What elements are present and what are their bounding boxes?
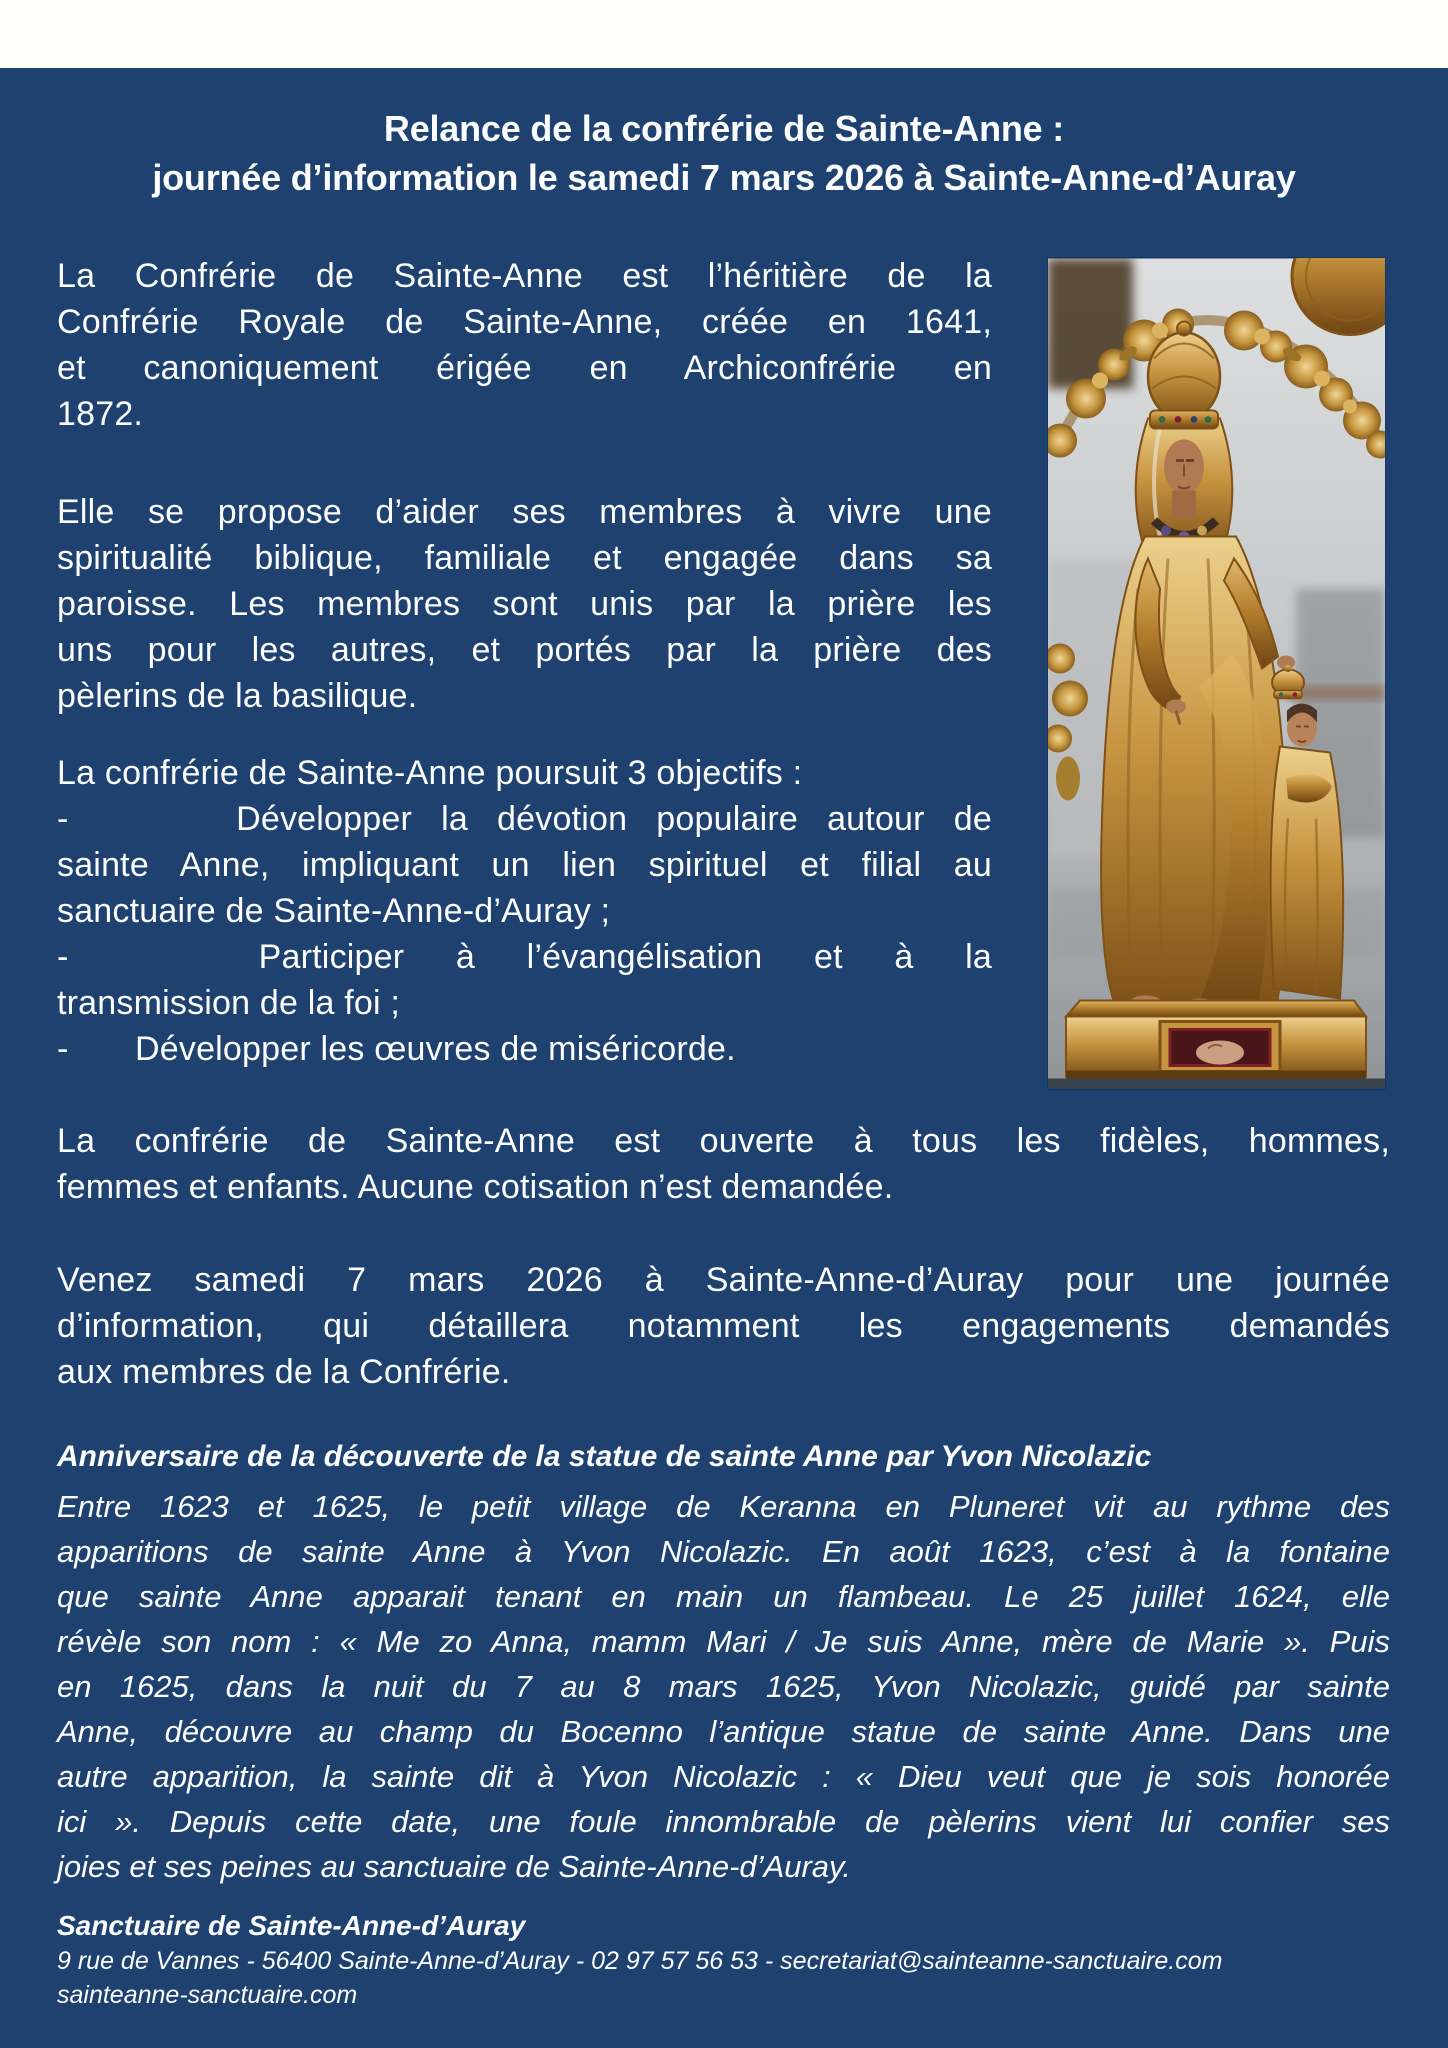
paragraph-invitation <box>57 1257 1390 1395</box>
objectif-text: Développer les œuvres de miséricorde. <box>135 1030 736 1068</box>
anniversaire-heading: Anniversaire de la découverte de la statue de sainte Anne par Yvon Nicolazic <box>57 1440 1152 1473</box>
paragraph-ouverture <box>57 1118 1390 1210</box>
text-line: transmission de la foi ; <box>57 984 401 1022</box>
text-line: La Confrérie de Sainte-Anne est l’héritière de la <box>57 257 992 295</box>
text-line: autre apparition, la sainte dit à Yvon Nicolazic : « Dieu veut que je sois honorée <box>57 1759 1390 1794</box>
page-title-line2: journée d’information le samedi 7 mars 2026 à Sainte-Anne-d’Auray <box>152 157 1296 198</box>
text-line: sanctuaire de Sainte-Anne-d’Auray ; <box>57 892 611 930</box>
paragraph-spiritualite <box>57 489 992 719</box>
page-title <box>0 104 1448 202</box>
footer-address-phone-email: 9 rue de Vannes - 56400 Sainte-Anne-d’Auray - 02 97 57 56 53 - secretariat@sainteanne-sanctuaire.com <box>57 1947 1223 1975</box>
text-line: sainte Anne, impliquant un lien spirituel et filial au <box>57 846 992 884</box>
bullet-dash: - <box>57 800 69 838</box>
top-white-band <box>0 0 1448 68</box>
text-line: révèle son nom : « Me zo Anna, mamm Mari / Je suis Anne, mère de Marie ». Puis <box>57 1624 1390 1659</box>
objectif-text: Développer la dévotion populaire autour de <box>236 800 992 838</box>
text-line: femmes et enfants. Aucune cotisation n’est demandée. <box>57 1168 894 1206</box>
text-line: Venez samedi 7 mars 2026 à Sainte-Anne-d’Auray pour une journée <box>57 1261 1390 1299</box>
objectif-text: Participer à l’évangélisation et à la <box>258 938 992 976</box>
statue-illustration <box>1048 258 1385 1089</box>
text-line: spiritualité biblique, familiale et engagée dans sa <box>57 539 992 577</box>
objectif-item-2 <box>57 934 992 980</box>
text-line: et canoniquement érigée en Archiconfrérie en <box>57 349 992 387</box>
paragraph-heritage <box>57 253 992 437</box>
text-line: que sainte Anne apparait tenant en main un flambeau. Le 25 juillet 1624, elle <box>57 1579 1390 1614</box>
paragraph-anniversaire <box>57 1484 1390 1889</box>
text-line: Entre 1623 et 1625, le petit village de Keranna en Pluneret vit au rythme des <box>57 1489 1390 1524</box>
text-line: joies et ses peines au sanctuaire de Sainte-Anne-d’Auray. <box>57 1849 851 1884</box>
paragraph-objectifs <box>57 750 992 1072</box>
objectifs-intro: La confrérie de Sainte-Anne poursuit 3 objectifs : <box>57 754 803 792</box>
text-line: uns pour les autres, et portés par la prière des <box>57 631 992 669</box>
page-title-line1: Relance de la confrérie de Sainte-Anne : <box>383 108 1065 149</box>
text-line: pèlerins de la basilique. <box>57 677 418 715</box>
text-line: d’information, qui détaillera notamment les engagements demandés <box>57 1307 1390 1345</box>
text-line: en 1625, dans la nuit du 7 au 8 mars 1625, Yvon Nicolazic, guidé par sainte <box>57 1669 1390 1704</box>
bullet-dash: - <box>57 1030 69 1068</box>
text-line: aux membres de la Confrérie. <box>57 1353 511 1391</box>
statue-photo <box>1048 258 1385 1089</box>
footer-website: sainteanne-sanctuaire.com <box>57 1981 358 2009</box>
footer <box>57 1908 1390 2012</box>
bullet-dash: - <box>57 938 69 976</box>
text-line: ici ». Depuis cette date, une foule innombrable de pèlerins vient lui confier ses <box>57 1804 1390 1839</box>
text-line: 1872. <box>57 395 144 433</box>
objectif-item-3 <box>57 1026 992 1072</box>
footer-sanctuaire-name: Sanctuaire de Sainte-Anne-d’Auray <box>57 1910 526 1941</box>
text-line: La confrérie de Sainte-Anne est ouverte à tous les fidèles, hommes, <box>57 1122 1390 1160</box>
text-line: paroisse. Les membres sont unis par la prière les <box>57 585 992 623</box>
text-line: apparitions de sainte Anne à Yvon Nicolazic. En août 1623, c’est à la fontaine <box>57 1534 1390 1569</box>
text-line: Anne, découvre au champ du Bocenno l’antique statue de sainte Anne. Dans une <box>57 1714 1390 1749</box>
text-line: Elle se propose d’aider ses membres à vivre une <box>57 493 992 531</box>
pedestal <box>1066 1001 1366 1079</box>
objectif-item-1 <box>57 796 992 842</box>
text-line: Confrérie Royale de Sainte-Anne, créée en 1641, <box>57 303 992 341</box>
